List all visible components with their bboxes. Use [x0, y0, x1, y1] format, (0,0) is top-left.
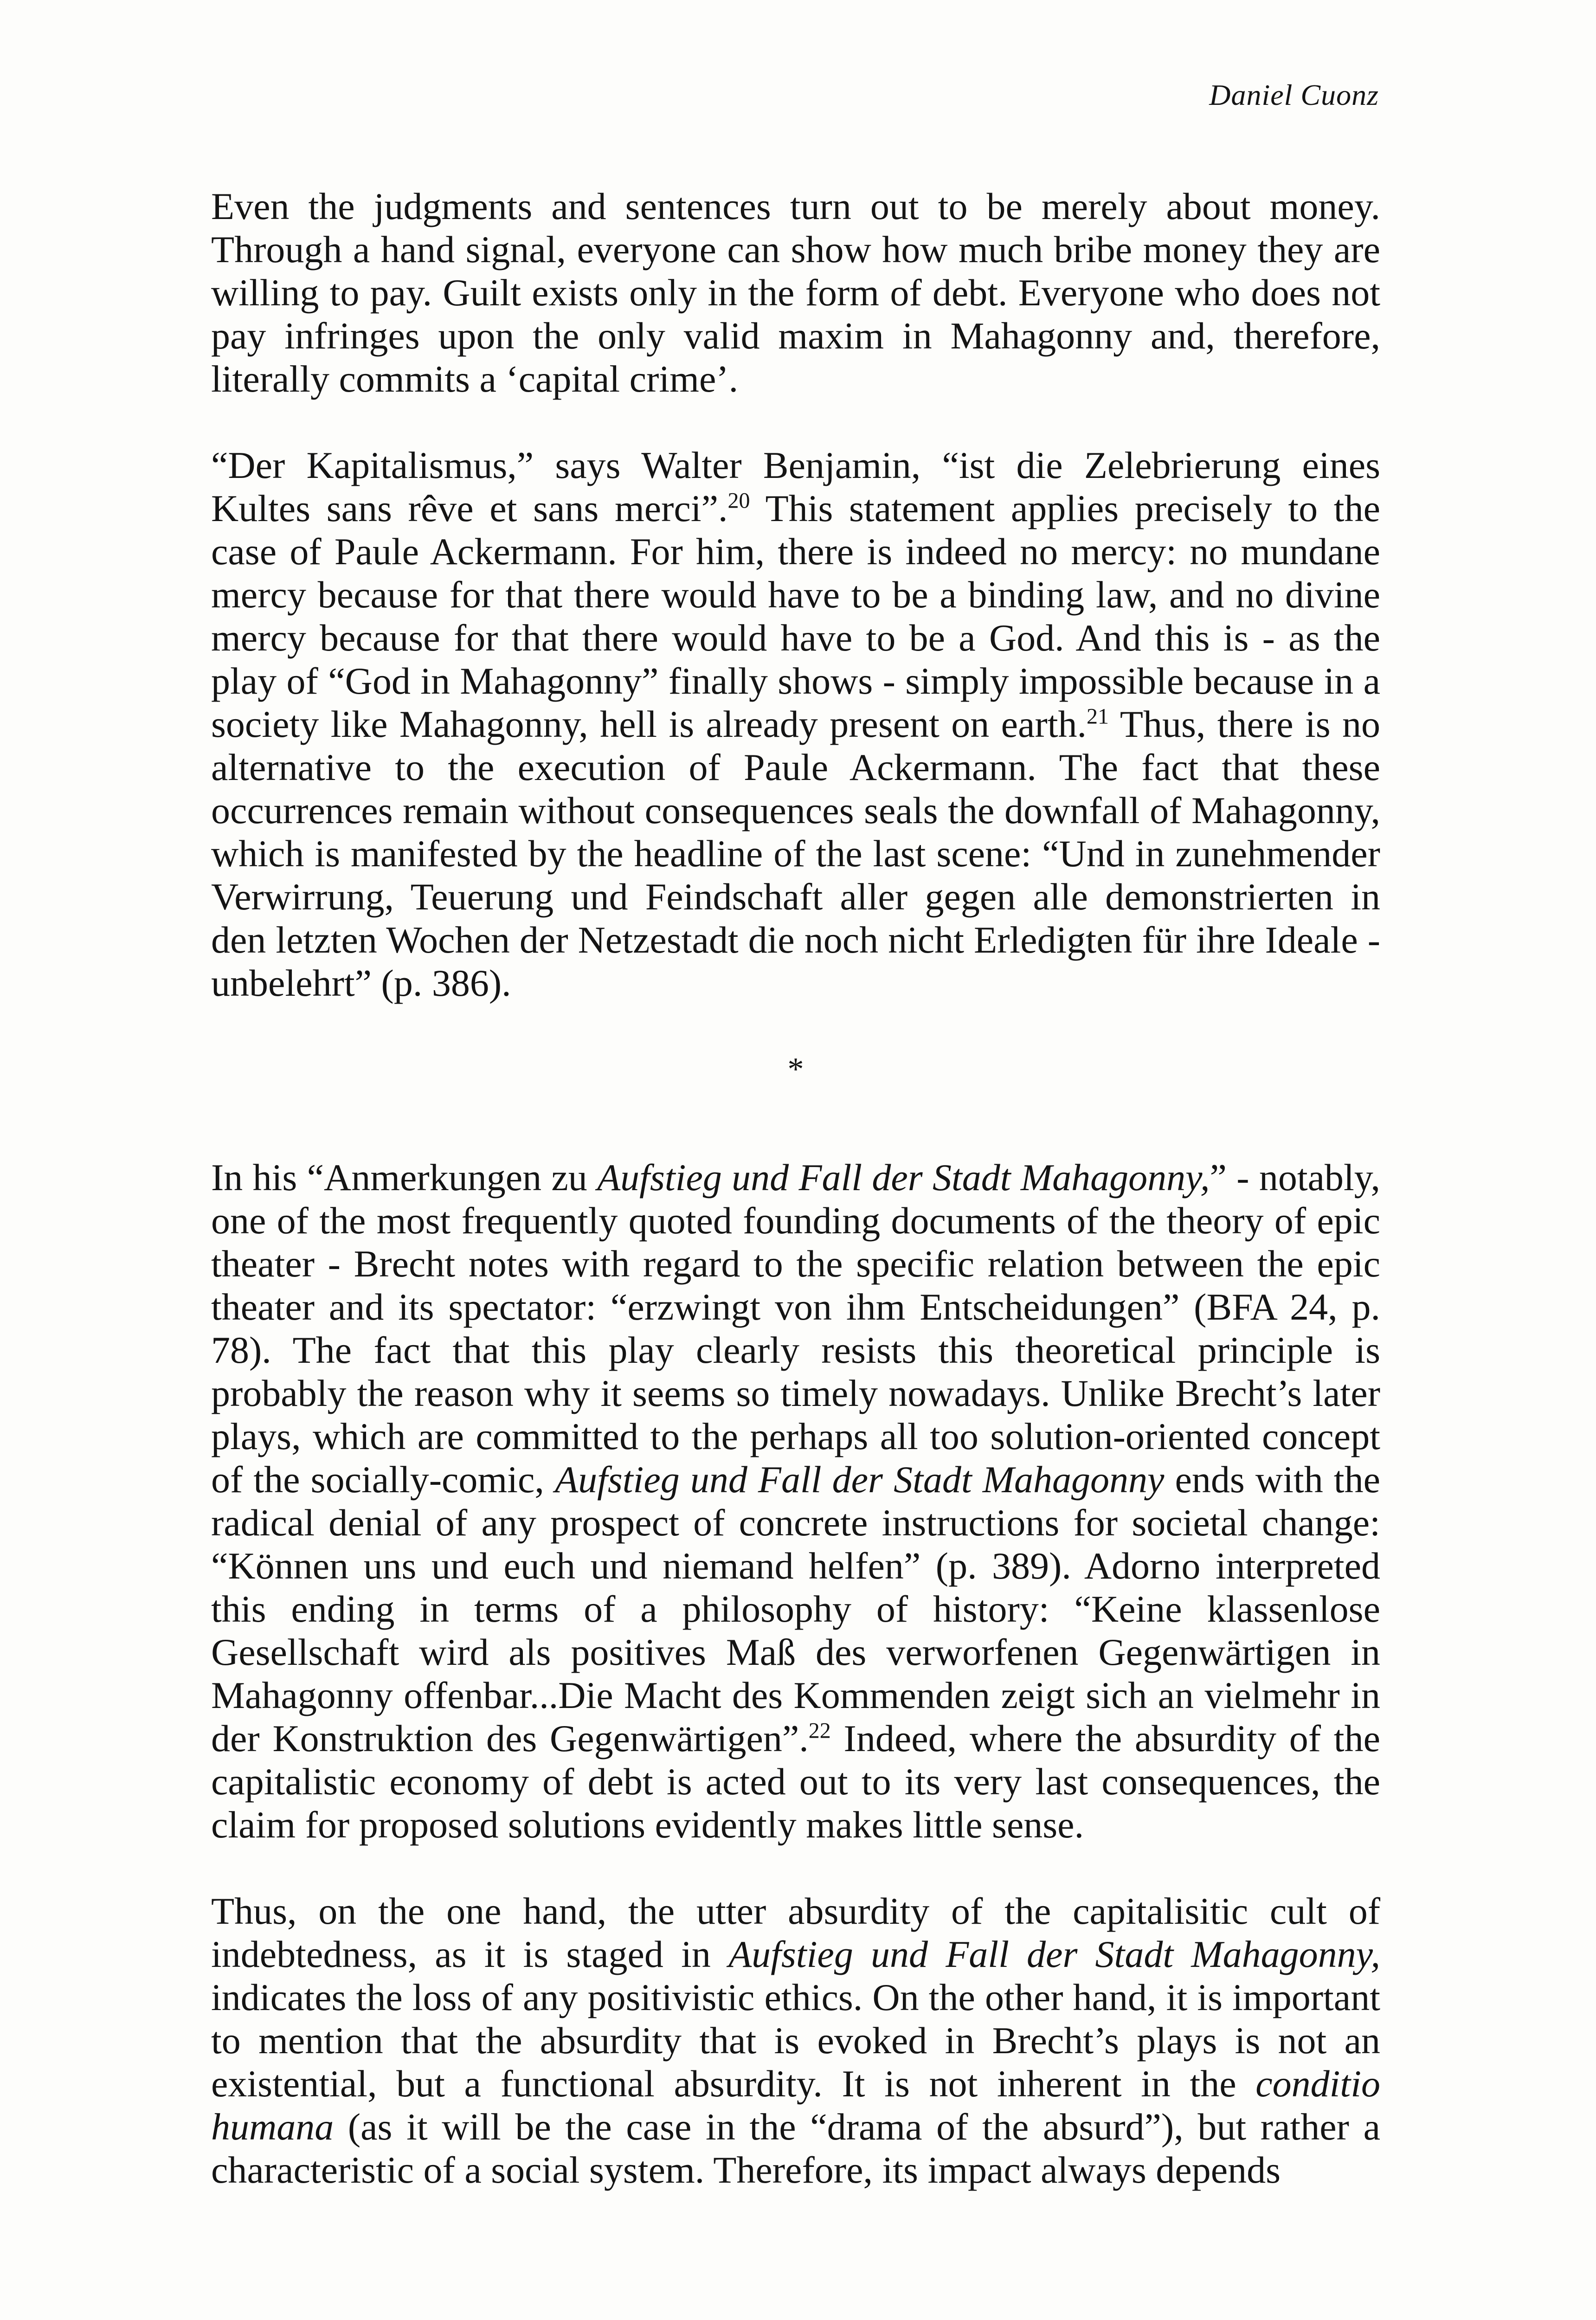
paragraph-gap	[211, 1846, 1380, 1889]
latin-term: conditio humana	[211, 2062, 1380, 2148]
footnote-ref-21: 21	[1087, 704, 1109, 729]
paragraph-3-text-b: ” - notably, one of the most frequently quoted founding documents of the theory of epic theater - Brecht notes with regard to the specific relation between the epic theater and its spectator: “erzwingt von ihm Entscheidungen” (BFA 24, p. 78). The fact that this play clearly resists this theoretical principle is probably the reason why it seems so timely nowadays. Unlike Brecht’s later plays, which are committed to the perhaps all too solution-oriented concept of the socially-comic,	[211, 1156, 1380, 1501]
paragraph-3-text-d: Indeed, where the absurdity of the capitalistic economy of debt is acted out to its very last consequences, the claim for proposed solutions evidently makes little sense.	[211, 1717, 1380, 1846]
section-break: *	[787, 1051, 804, 1087]
paragraph-4-text-c: (as it will be the case in the “drama of the absurd”), but rather a characteristic of a social system. Therefore, its impact always depends	[211, 2106, 1380, 2191]
work-title: Aufstieg und Fall der Stadt Mahagonny,	[597, 1156, 1210, 1199]
paragraph-3-text-a: In his “Anmerkungen zu	[211, 1156, 598, 1199]
body-text	[211, 185, 1380, 2191]
paragraph-gap	[211, 400, 1380, 444]
paragraph-3-text-c: ends with the radical denial of any prospect of concrete instructions for societal change: “Können uns und euch und niemand helfen” (p. 389). Adorno interpreted this ending in terms of a philosophy of history: “Keine klassenlose Gesellschaft wird als positives Maß des verworfenen Gegenwärtigen in Mahagonny offenbar...Die Macht des Kommenden zeigt sich an vielmehr in der Konstruktion des Gegenwärtigen”.	[211, 1458, 1380, 1759]
footnote-ref-20: 20	[727, 488, 750, 513]
paragraph-1	[211, 185, 1380, 400]
paragraph-2-text-a: “Der Kapitalismus,” says Walter Benjamin, “ist die Zelebrierung eines Kultes sans rêve et sans merci”.	[211, 444, 1380, 529]
paragraph-2-text-b: This statement applies precisely to the case of Paule Ackermann. For him, there is indeed no mercy: no mundane mercy because for that there would have to be a binding law, and no divine mercy because for that there would have to be a God. And this is - as the play of “God in Mahagonny” finally shows - simply impossible because in a society like Mahagonny, hell is already present on earth.	[211, 487, 1380, 745]
paragraph-2	[211, 444, 1380, 1005]
paragraph-4-text-a: Thus, on the one hand, the utter absurdity of the capitalisitic cult of indebtedness, as it is staged in	[211, 1890, 1380, 1975]
work-title: Aufstieg und Fall der Stadt Mahagonny	[554, 1458, 1165, 1501]
paragraph-3	[211, 1156, 1380, 1846]
footnote-ref-22: 22	[808, 1718, 831, 1743]
running-head: Daniel Cuonz	[1209, 78, 1379, 111]
paragraph-2-text-c: Thus, there is no alternative to the execution of Paule Ackermann. The fact that these occurrences remain without consequences seals the downfall of Mahagonny, which is manifested by the headline of the last scene: “Und in zunehmender Verwirrung, Teuerung und Feindschaft aller gegen alle demonstrierten in den letzten Wochen der Netzestadt die noch nicht Erledigten für ihre Ideale - unbelehrt” (p. 386).	[211, 703, 1381, 1004]
paragraph-4-text-b: indicates the loss of any positivistic ethics. On the other hand, it is important to mention that the absurdity that is evoked in Brecht’s plays is not an existential, but a functional absurdity. It is not inherent in the	[211, 1976, 1380, 2105]
paragraph-1-text: Even the judgments and sentences turn out to be merely about money. Through a hand signal, everyone can show how much bribe money they are willing to pay. Guilt exists only in the form of debt. Everyone who does not pay infringes upon the only valid maxim in Mahagonny and, therefore, literally commits a ‘capital crime’.	[211, 185, 1380, 400]
work-title: Aufstieg und Fall der Stadt Mahagonny,	[728, 1933, 1380, 1975]
paragraph-4	[211, 1889, 1380, 2191]
